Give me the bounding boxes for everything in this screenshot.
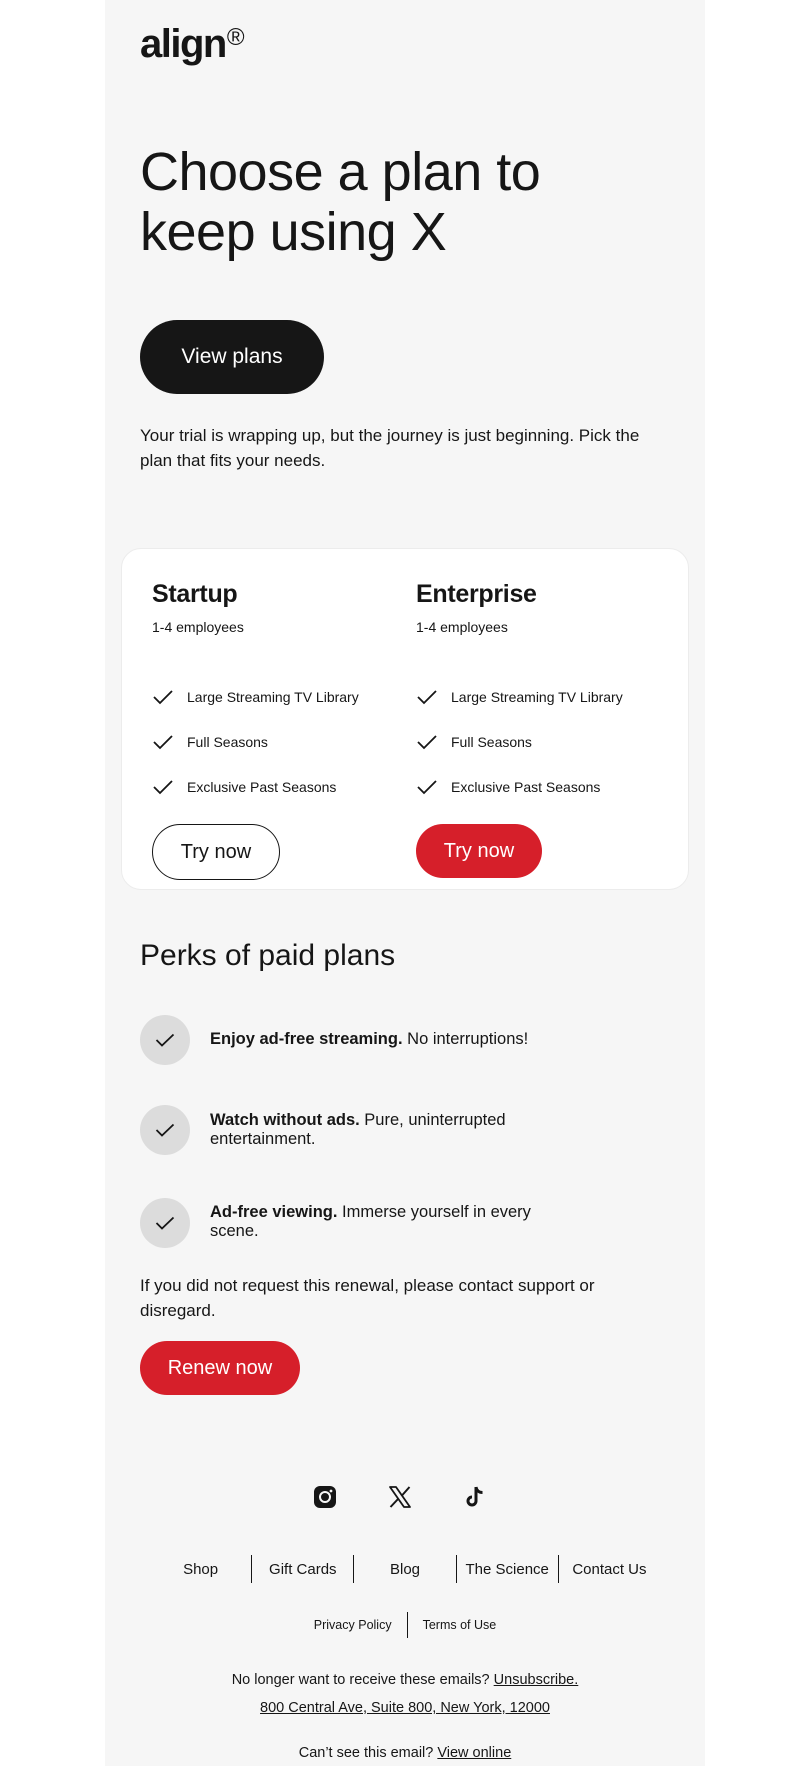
renewal-disclaimer: If you did not request this renewal, please contact support or disregard. [140,1276,595,1320]
terms-of-use-link[interactable]: Terms of Use [422,1618,497,1632]
try-now-enterprise-button[interactable]: Try now [416,824,542,878]
plan-title: Startup [152,580,238,608]
plan-startup [152,579,402,863]
feature-label: Exclusive Past Seasons [451,779,601,795]
perk-bold: Ad-free viewing. [210,1203,338,1221]
plan-feature [416,779,600,795]
footer-link-contact-us[interactable]: Contact Us [572,1560,647,1578]
check-circle [140,1105,190,1155]
check-icon [416,779,438,795]
plan-feature [416,689,623,705]
plan-subtitle: 1-4 employees [416,619,508,635]
legal-links [285,1612,525,1638]
plan-title: Enterprise [416,580,537,608]
view-plans-button[interactable]: View plans [140,320,324,394]
view-online-prefix: Can’t see this email? [298,1745,438,1761]
footer-link-shop[interactable]: Shop [183,1560,219,1578]
address-link[interactable]: 800 Central Ave, Suite 800, New York, 12000 [260,1700,550,1716]
perk-text [210,1030,560,1049]
plan-feature [416,734,532,750]
footer-link-gift-cards[interactable]: Gift Cards [269,1560,337,1578]
privacy-policy-link[interactable]: Privacy Policy [313,1618,392,1632]
check-icon [155,1123,175,1137]
plan-enterprise [416,579,666,862]
headline: Choose a plan to keep using X [140,142,541,262]
check-icon [152,689,174,705]
perk-bold: Enjoy ad-free streaming. [210,1030,403,1048]
address-line [105,1698,705,1718]
footer-link-blog[interactable]: Blog [389,1560,421,1578]
try-now-startup-button[interactable]: Try now [152,824,280,880]
instagram-icon[interactable] [310,1482,340,1512]
registered-mark: ® [226,24,244,51]
feature-label: Large Streaming TV Library [451,689,623,705]
check-icon [416,689,438,705]
intro-text: Your trial is wrapping up, but the journey is just beginning. Pick the plan that fits your needs. [140,426,640,470]
plan-feature [152,779,336,795]
check-circle [140,1198,190,1248]
feature-label: Large Streaming TV Library [187,689,359,705]
unsubscribe-link[interactable]: Unsubscribe. [493,1672,579,1688]
view-online-line [105,1743,705,1763]
unsubscribe-line [105,1670,705,1690]
perks-title: Perks of paid plans [140,939,396,972]
perk-desc: Pure, uninterrupted entertainment. [210,1111,506,1148]
check-icon [155,1216,175,1230]
check-icon [416,734,438,750]
feature-label: Exclusive Past Seasons [187,779,337,795]
perk-text [210,1203,560,1241]
email-container [105,0,705,1766]
plan-subtitle: 1-4 employees [152,619,244,635]
footer-nav [150,1555,660,1583]
brand-logo[interactable] [140,20,243,68]
check-circle [140,1015,190,1065]
feature-label: Full Seasons [451,734,532,750]
perk-desc: No interruptions! [402,1030,529,1048]
unsubscribe-prefix: No longer want to receive these emails? [231,1672,494,1688]
feature-label: Full Seasons [187,734,268,750]
perk-text [210,1111,560,1149]
logo-text: align [140,22,226,66]
check-icon [152,734,174,750]
check-icon [155,1033,175,1047]
plan-feature [152,734,268,750]
plan-feature [152,689,359,705]
perk-desc: Immerse yourself in every scene. [210,1203,531,1240]
renew-now-button[interactable]: Renew now [140,1341,300,1395]
x-icon[interactable] [385,1482,415,1512]
plans-card [121,548,689,890]
check-icon [152,779,174,795]
perk-bold: Watch without ads. [210,1111,360,1129]
footer-link-the-science[interactable]: The Science [465,1560,549,1578]
tiktok-icon[interactable] [460,1482,490,1512]
view-online-link[interactable]: View online [437,1745,512,1761]
